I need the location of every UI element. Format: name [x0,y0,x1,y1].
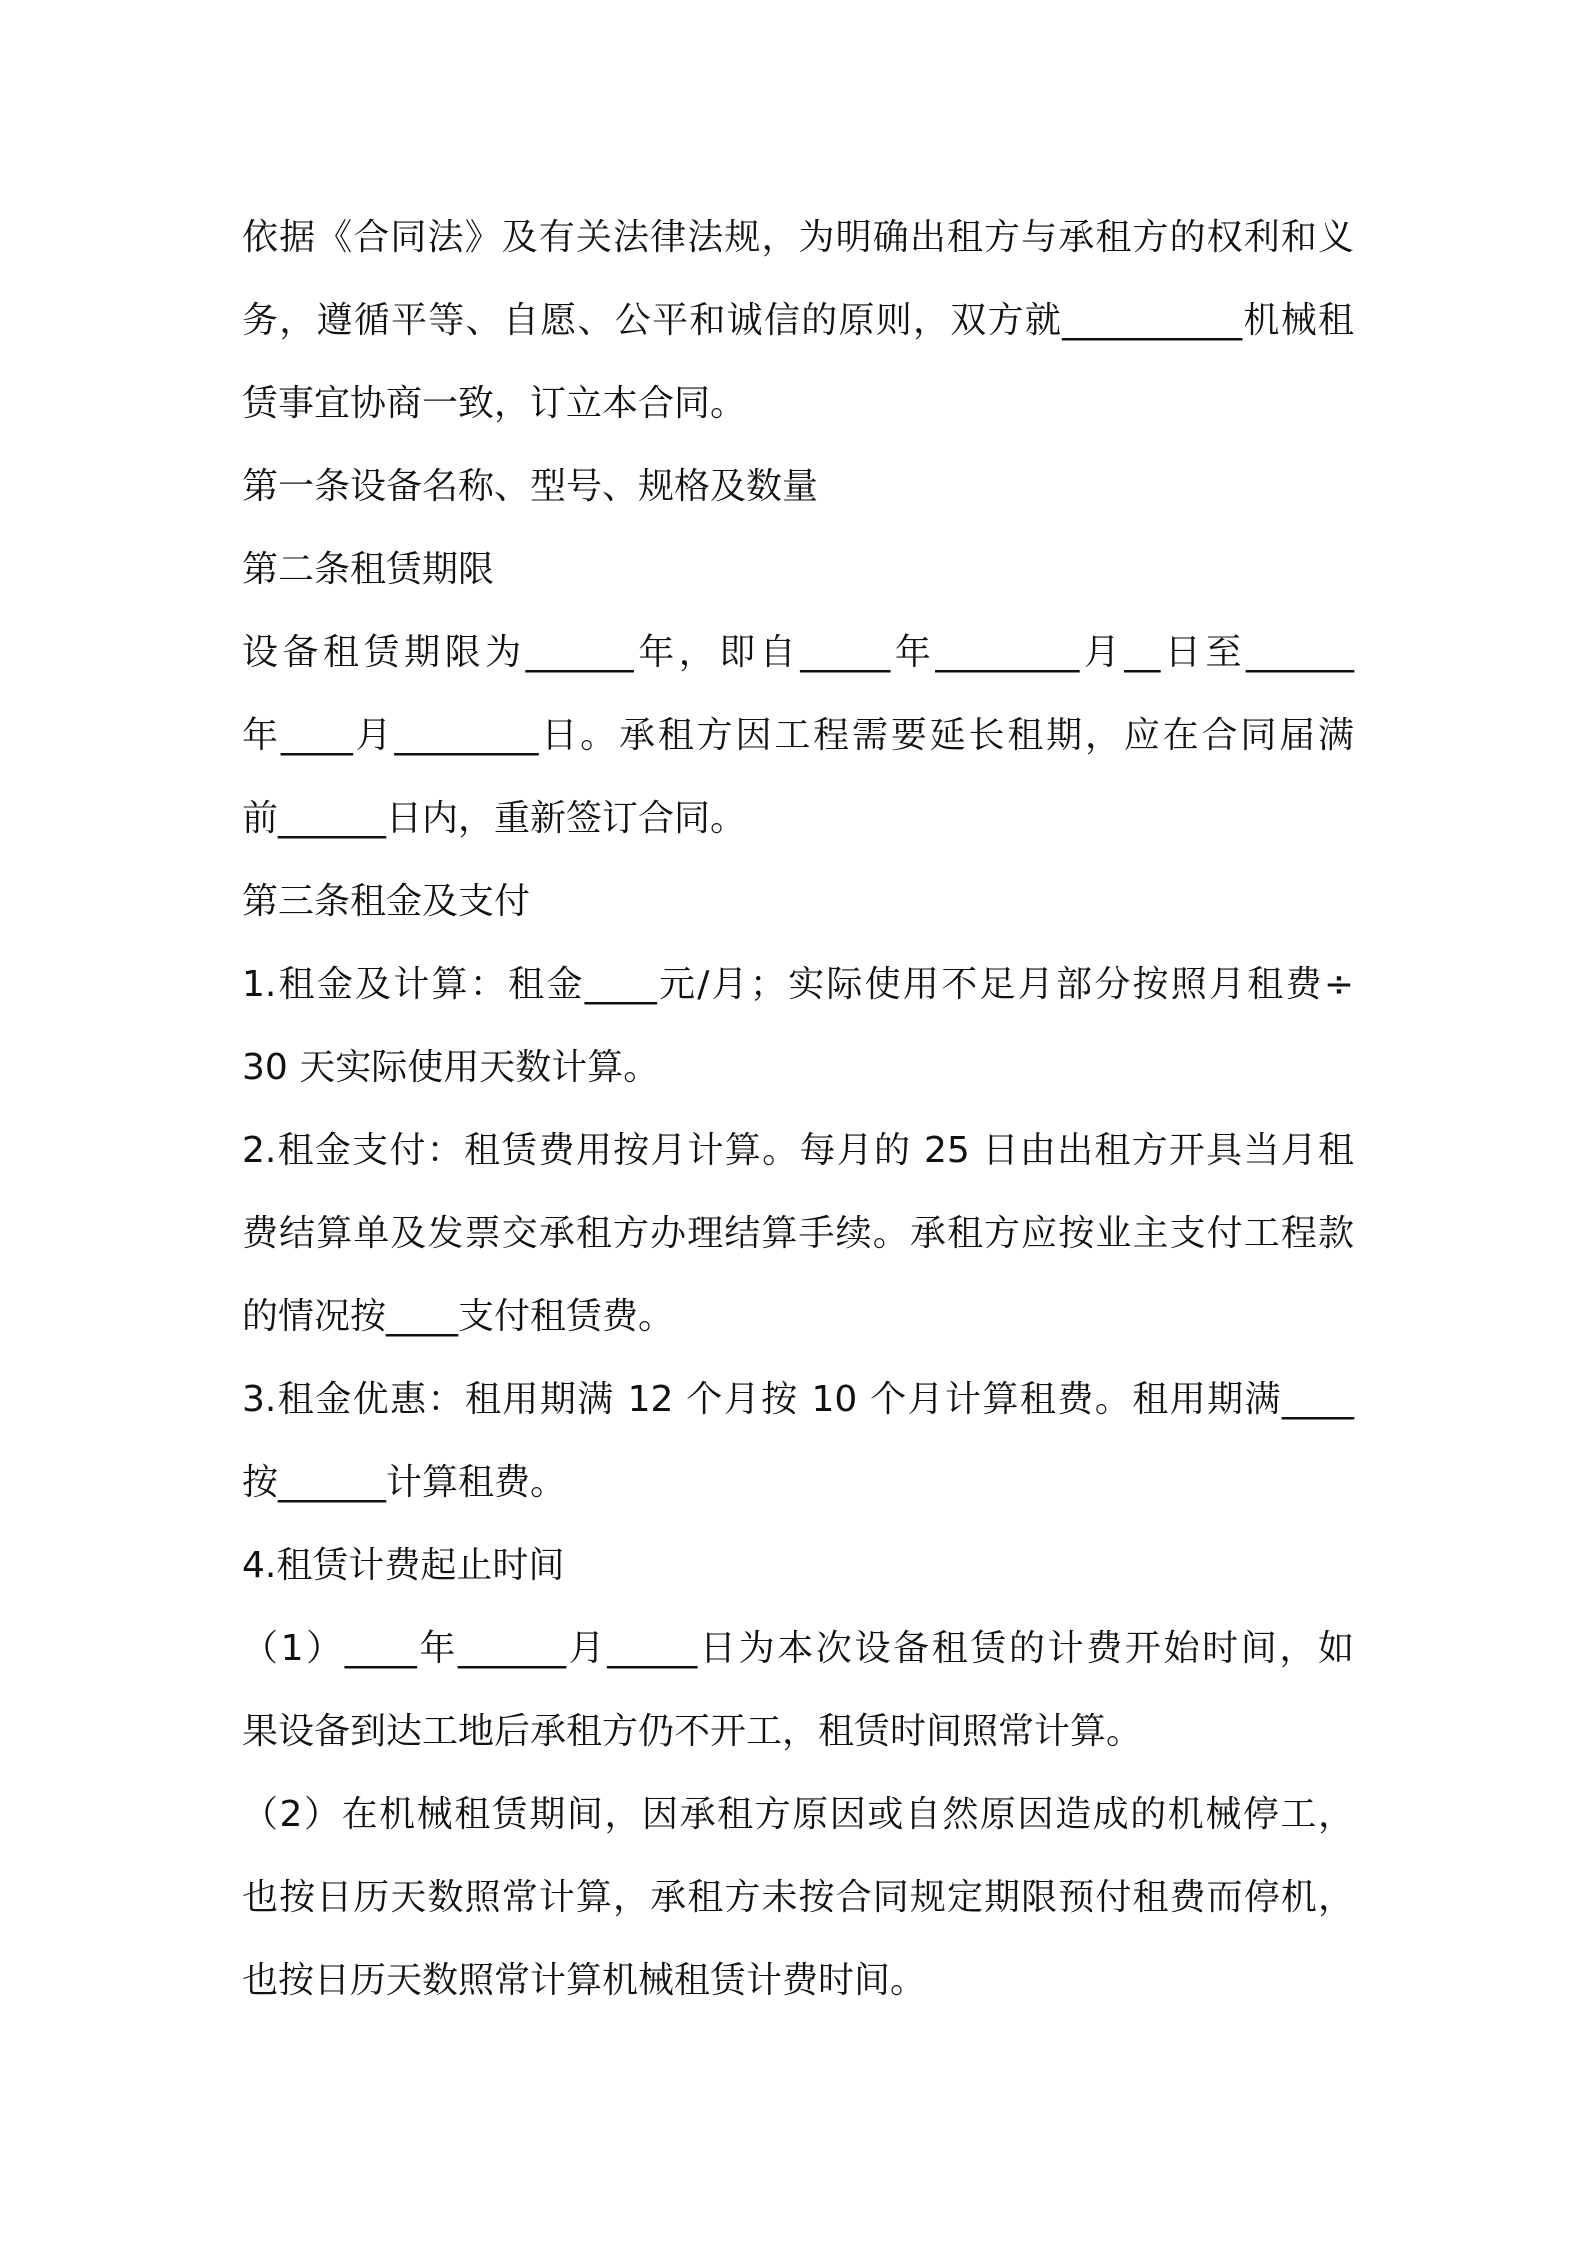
text-line: 设备租赁期限为______年，即自_____年________月__日至______ [242,632,1354,673]
text-line: 务，遵循平等、自愿、公平和诚信的原则，双方就__________机械租 [242,300,1354,341]
text-line: 也按日历天数照常计算，承租方未按合同规定期限预付租费而停机， [242,1877,1354,1918]
text-line: 年____月________日。承租方因工程需要延长租期，应在合同届满 [242,715,1354,756]
text-line: 依据《合同法》及有关法律法规，为明确出租方与承租方的权利和义 [242,217,1354,258]
text-line: 30 天实际使用天数计算。 [242,1047,660,1088]
text-line: 前______日内，重新签订合同。 [242,798,747,839]
text-line: 也按日历天数照常计算机械租赁计费时间。 [242,1960,927,2001]
text-line: 按______计算租费。 [242,1462,567,1503]
section-heading: 第二条租赁期限 [242,549,495,590]
text-line: 赁事宜协商一致，订立本合同。 [242,383,747,424]
text-line: 3.租金优惠：租用期满 12 个月按 10 个月计算租费。租用期满____ [242,1379,1354,1420]
text-line: （2）在机械租赁期间，因承租方原因或自然原因造成的机械停工， [242,1794,1354,1835]
text-line: 2.租金支付：租赁费用按月计算。每月的 25 日由出租方开具当月租 [242,1130,1354,1171]
text-line: 1.租金及计算：租金____元/月；实际使用不足月部分按照月租费÷ [242,964,1354,1005]
section-heading: 第一条设备名称、型号、规格及数量 [242,466,819,507]
document-body [242,196,1354,2022]
text-line: 果设备到达工地后承租方仍不开工，租赁时间照常计算。 [242,1711,1143,1752]
section-heading: 第三条租金及支付 [242,881,531,922]
text-line: （1）____年______月_____日为本次设备租赁的计费开始时间，如 [242,1628,1354,1669]
text-line: 费结算单及发票交承租方办理结算手续。承租方应按业主支付工程款 [242,1213,1354,1254]
subsection-heading: 4.租赁计费起止时间 [242,1545,565,1586]
text-line: 的情况按____支付租赁费。 [242,1296,675,1337]
